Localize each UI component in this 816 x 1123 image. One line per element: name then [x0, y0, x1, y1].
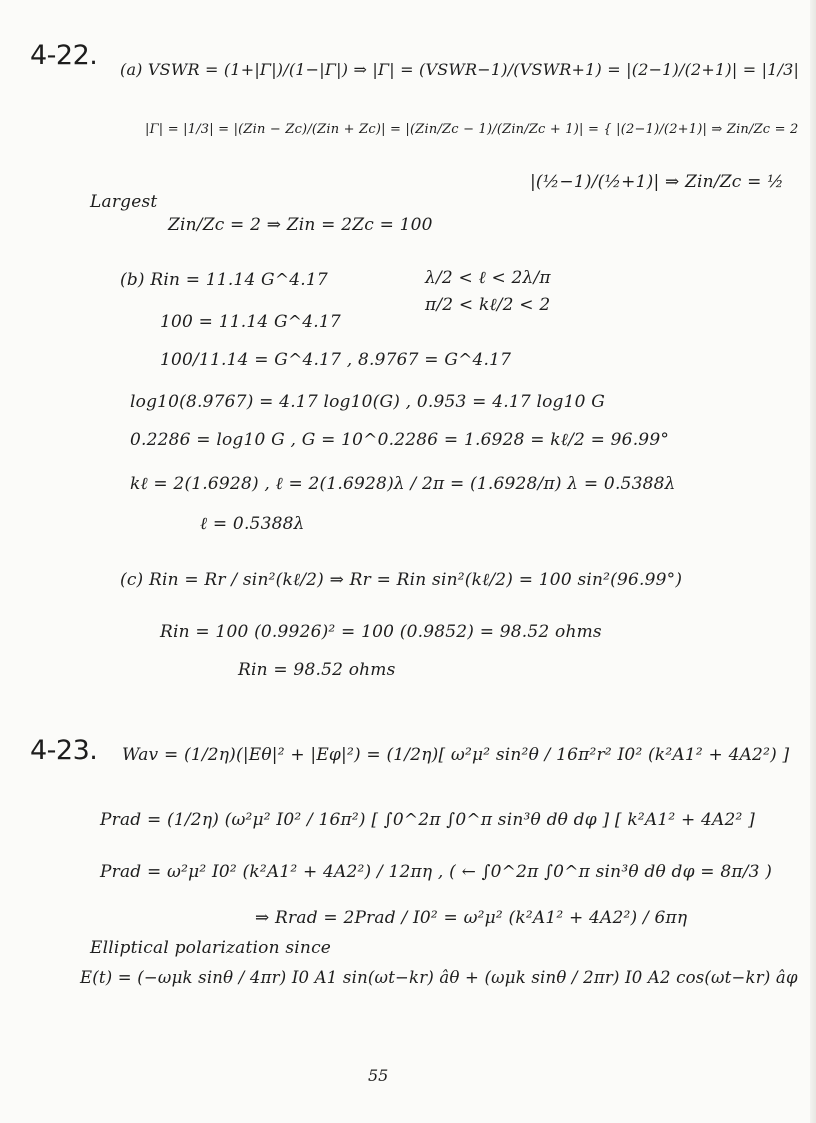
- equation-line: λ/2 < ℓ < 2λ/π: [425, 268, 551, 288]
- equation-line: π/2 < kℓ/2 < 2: [425, 295, 551, 315]
- equation-line: |Γ| = |1/3| = |(Zin − Zc)/(Zin + Zc)| = |(Zin/Zc − 1)/(Zin/Zc + 1)| = { |(2−1)/(2+1)| ⇒ Zin/Zc = 2: [145, 122, 799, 137]
- equation-line: Prad = ω²μ² I0² (k²A1² + 4A2²) / 12πη , ( ← ∫0^2π ∫0^π sin³θ dθ dφ = 8π/3 ): [100, 862, 773, 882]
- equation-line: ⇒ Rrad = 2Prad / I0² = ω²μ² (k²A1² + 4A2²) / 6πη: [255, 908, 688, 928]
- equation-line: |(½−1)/(½+1)| ⇒ Zin/Zc = ½: [530, 172, 784, 192]
- equation-line: E(t) = (−ωμk sinθ / 4πr) I0 A1 sin(ωt−kr) âθ + (ωμk sinθ / 2πr) I0 A2 cos(ωt−kr) âφ: [80, 968, 798, 987]
- annotation-text: Largest: [90, 192, 158, 212]
- equation-line: (b) Rin = 11.14 G^4.17: [120, 270, 328, 290]
- equation-line: Rin = 98.52 ohms: [238, 660, 396, 680]
- annotation-text: Elliptical polarization since: [90, 938, 332, 958]
- equation-line: (a) VSWR = (1+|Γ|)/(1−|Γ|) ⇒ |Γ| = (VSWR−1)/(VSWR+1) = |(2−1)/(2+1)| = |1/3|: [120, 60, 800, 79]
- equation-line: Zin/Zc = 2 ⇒ Zin = 2Zc = 100: [168, 215, 433, 235]
- problem-number: 4-22.: [30, 40, 98, 71]
- problem-number: 4-23.: [30, 735, 98, 766]
- equation-line: 100/11.14 = G^4.17 , 8.9767 = G^4.17: [160, 350, 512, 370]
- equation-line: ℓ = 0.5388λ: [200, 514, 305, 534]
- equation-line: Rin = 100 (0.9926)² = 100 (0.9852) = 98.52 ohms: [160, 622, 602, 642]
- equation-line: Prad = (1/2η) (ω²μ² I0² / 16π²) [ ∫0^2π ∫0^π sin³θ dθ dφ ] [ k²A1² + 4A2² ]: [100, 810, 755, 830]
- page-number: 55: [368, 1066, 389, 1085]
- equation-line: log10(8.9767) = 4.17 log10(G) , 0.953 = 4.17 log10 G: [130, 392, 606, 412]
- equation-line: (c) Rin = Rr / sin²(kℓ/2) ⇒ Rr = Rin sin²(kℓ/2) = 100 sin²(96.99°): [120, 570, 683, 590]
- equation-line: kℓ = 2(1.6928) , ℓ = 2(1.6928)λ / 2π = (1.6928/π) λ = 0.5388λ: [130, 474, 676, 494]
- equation-line: 100 = 11.14 G^4.17: [160, 312, 341, 332]
- equation-line: Wav = (1/2η)(|Eθ|² + |Eφ|²) = (1/2η)[ ω²μ² sin²θ / 16π²r² I0² (k²A1² + 4A2²) ]: [122, 745, 790, 765]
- equation-line: 0.2286 = log10 G , G = 10^0.2286 = 1.6928 = kℓ/2 = 96.99°: [130, 430, 670, 450]
- scan-edge-shadow: [810, 0, 816, 1123]
